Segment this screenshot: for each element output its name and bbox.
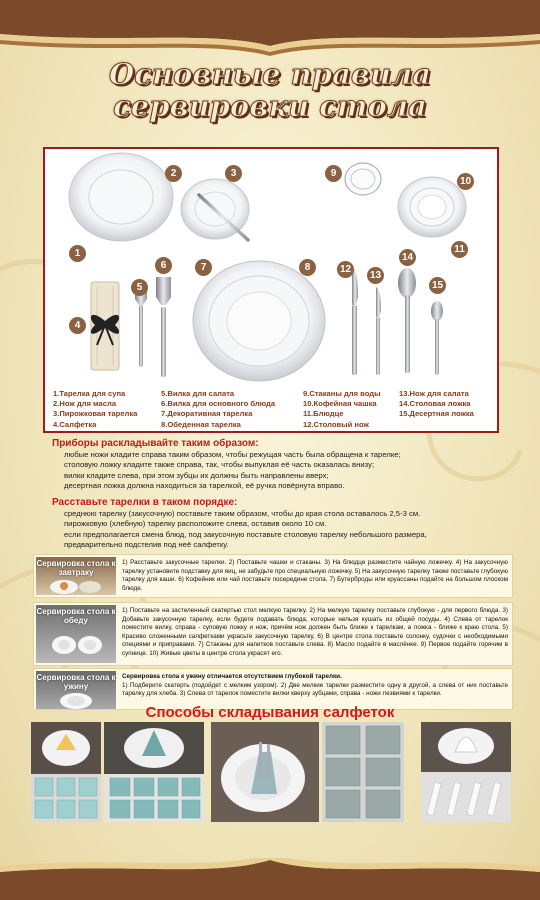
napkin-fold-4-image <box>322 722 404 822</box>
lunch-text: 1) Поставьте на застеленный скатертью стол мелкую тарелку. 2) На мелкую тарелку поставьте глубокую - для первого блюда. 3) Добавьте закусочную тарелку, если будете подавать блюда, которые нельзя кушать из общей посуды. 4) Слева от тарелок поместите вилку, справа - суповую ложку и нож, причём нож должен быть ближе к тарелкам, а ложка - ближе к краю стола. 5) Красиво сложенными салфетками украсьте закусочную тарелку. 6) В центре стола поставьте солонку, судочки с необходимыми специями и приправами. 7) Стаканы для напитков поставьте слева. 8) Масло подайте в маслёнке. 9) Первое подайте горячим в супнице. 10) Живые цветы в центре стола украсят его. <box>122 607 508 657</box>
title-line-2: сервировки стола <box>113 89 427 123</box>
napkin-fold-5-image <box>421 722 511 822</box>
rule-line: если предполагается смена блюд, под закусочную поставьте столовую тарелку небольшого размера, <box>64 529 427 539</box>
napkin-photo-3 <box>211 722 319 822</box>
rule-line: столовую ложку кладите также справа, так, чтобы выпуклая её часть оказалась внизу; <box>64 460 375 470</box>
soup-plate <box>69 153 173 241</box>
badge-3: 3 <box>225 165 242 182</box>
legend-item: 11.Блюдце <box>303 409 344 419</box>
napkin-fold-2-image <box>104 722 204 822</box>
rule-line: предварительно подстелив под неё салфетку. <box>64 540 229 550</box>
breakfast-text: 1) Расставьте закусочные тарелки. 2) Поставьте чашки и стаканы. 3) На блюдце разместите чайную ложечку. 4) На закусочную тарелку установите подставку для яиц, не забудьте про специальную ложечку. 5) На закусочную тарелку также поставьте глубокую тарелку для каши. 6) Кофейник или чай поставьте посередине стола. 7) Бутерброды или круассаны подайте на большом плоском блюде. <box>122 559 508 592</box>
table-setting-panel <box>43 147 499 433</box>
badge-4: 4 <box>69 317 86 334</box>
cutlery-heading: Приборы раскладывайте таким образом: <box>52 438 259 449</box>
badge-13: 13 <box>367 267 384 284</box>
coffee-cup-saucer <box>398 177 466 237</box>
dinner-steps: 1) Подберите скатерть (подойдет с мелким узором). 2) Две мелкие тарелки разместите одну в другой, а слева от них поставьте тарелку для хлеба. 3) Слева от тарелок поместите вилки кверху зубцами, справа - ножи лезвиями к тарелки. <box>122 681 508 698</box>
legend-item: 12.Столовый нож <box>303 419 369 429</box>
badge-15: 15 <box>429 277 446 294</box>
rule-line: среднюю тарелку (закусочную) поставьте таким образом, чтобы до края стола оставалось 2,5-3 см. <box>64 509 421 518</box>
badge-7: 7 <box>195 259 212 276</box>
title-line-1: Основные правила <box>109 57 431 91</box>
napkin <box>91 282 119 370</box>
rule-line: десертная ложка должна находиться за тарелкой, её ручка повёрнута вправо. <box>64 481 345 491</box>
breakfast-plates-icon <box>46 575 106 595</box>
dessert-spoon <box>431 301 443 375</box>
breakfast-label: Сервировка стола к завтраку <box>36 559 116 577</box>
breakfast-card <box>33 554 513 598</box>
napkin-fold-3-image <box>211 722 319 822</box>
rule-line: вилки кладите слева, при этом зубцы их должны быть направлены вверх; <box>64 470 329 480</box>
legend-item: 10.Кофейная чашка <box>303 399 377 409</box>
badge-9: 9 <box>325 165 342 182</box>
napkin-fold-1-image <box>31 722 101 822</box>
rule-line: любые ножи кладите справа таким образом, чтобы режущая часть была обращена к тарелке; <box>64 450 401 459</box>
legend-column-3 <box>303 389 381 430</box>
badge-10: 10 <box>457 173 474 190</box>
dinner-label: Сервировка стола к ужину <box>36 673 116 691</box>
legend-item: 8.Обеденная тарелка <box>161 419 241 429</box>
legend-item: 13.Нож для салата <box>399 389 469 398</box>
page-title <box>0 58 540 122</box>
plates-rules <box>64 509 534 551</box>
breakfast-photo <box>36 557 116 595</box>
cutlery-rules <box>64 450 534 492</box>
legend-item: 14.Столовая ложка <box>399 399 471 409</box>
salad-knife <box>376 287 381 375</box>
badge-6: 6 <box>155 257 172 274</box>
dinner-intro: Сервировка стола к ужину отличается отсутствием глубокой тарелки. <box>122 673 342 680</box>
lunch-photo <box>36 605 116 663</box>
legend-item: 1.Тарелка для супа <box>53 389 126 398</box>
napkin-photo-4 <box>322 722 404 822</box>
dinner-fork <box>156 277 171 377</box>
lunch-card <box>33 602 513 666</box>
badge-11: 11 <box>451 241 468 258</box>
legend-column-1 <box>53 389 137 430</box>
badge-14: 14 <box>399 249 416 266</box>
legend-item: 9.Стаканы для воды <box>303 389 381 398</box>
legend-item: 6.Вилка для основного блюда <box>161 399 276 409</box>
rule-line: пирожковую (хлебную) тарелку расположите слева, оставив около 10 см. <box>64 519 327 529</box>
badge-2: 2 <box>165 165 182 182</box>
dinner-knife <box>352 267 358 375</box>
napkin-photo-1 <box>31 722 101 822</box>
dinner-plates <box>193 261 325 381</box>
legend-item: 2.Нож для масла <box>53 399 117 409</box>
lunch-plates-icon <box>44 629 108 659</box>
legend-item: 15.Десертная ложка <box>399 409 474 419</box>
badge-12: 12 <box>337 261 354 278</box>
legend-item: 5.Вилка для салата <box>161 389 235 398</box>
badge-5: 5 <box>131 279 148 296</box>
badge-8: 8 <box>299 259 316 276</box>
legend-column-4 <box>399 389 474 420</box>
footer-decoration <box>0 858 540 900</box>
plates-heading: Расставьте тарелки в таком порядке: <box>52 497 238 508</box>
water-glass <box>345 163 381 195</box>
legend-item: 3.Пирожковая тарелка <box>53 409 138 419</box>
legend-column-2 <box>161 389 275 430</box>
napkin-photo-2 <box>104 722 204 822</box>
napkin-photo-5 <box>421 722 511 822</box>
legend-item: 4.Салфетка <box>53 419 97 429</box>
soup-spoon <box>398 268 416 373</box>
legend-item: 7.Декоративная тарелка <box>161 409 253 419</box>
lunch-label: Сервировка стола к обеду <box>36 607 116 625</box>
badge-1: 1 <box>69 245 86 262</box>
dinner-text <box>122 673 508 699</box>
napkins-heading: Способы складывания салфеток <box>145 704 395 721</box>
